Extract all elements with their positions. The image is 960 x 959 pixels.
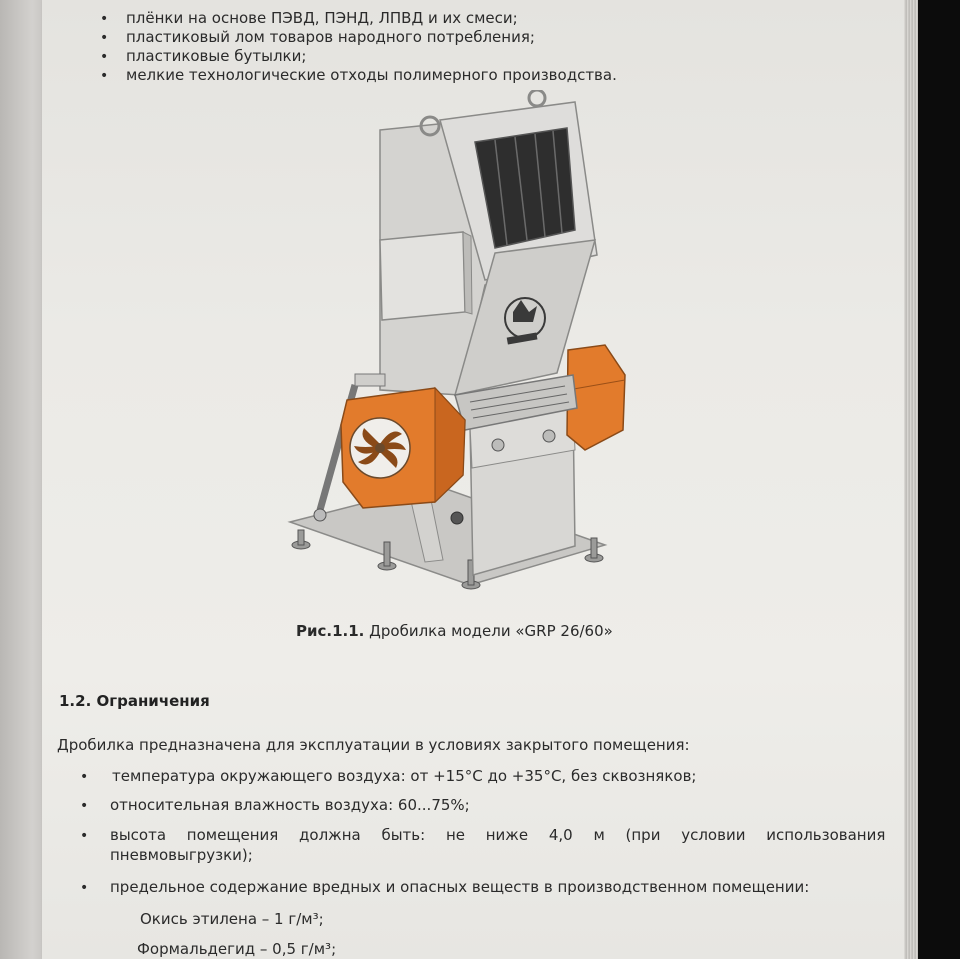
bullet-marker: • bbox=[80, 769, 89, 785]
list-item: температура окружающего воздуха: от +15°С до +35°С, без сквозняков; bbox=[112, 767, 697, 785]
fan-icon bbox=[350, 418, 410, 478]
list-item: предельное содержание вредных и опасных веществ в производственном помещении: bbox=[110, 878, 810, 896]
bullet-marker: • bbox=[100, 30, 109, 46]
list-item: плёнки на основе ПЭВД, ПЭНД, ЛПВД и их смеси; bbox=[126, 9, 518, 27]
control-box bbox=[380, 232, 465, 320]
substance-line: Формальдегид – 0,5 г/м³; bbox=[137, 940, 337, 958]
caption-label: Рис.1.1. bbox=[296, 622, 365, 640]
list-item: высота помещения должна быть: не ниже 4,0 м (при условии использования bbox=[110, 826, 886, 844]
list-item: мелкие технологические отходы полимерного производства. bbox=[126, 66, 617, 84]
substance-line: Окись этилена – 1 г/м³; bbox=[140, 910, 324, 928]
caption-text: Дробилка модели «GRP 26/60» bbox=[369, 622, 613, 640]
bullet-marker: • bbox=[80, 880, 89, 896]
list-item: пластиковый лом товаров народного потребления; bbox=[126, 28, 535, 46]
crusher-illustration bbox=[285, 90, 630, 600]
section-heading: 1.2. Ограничения bbox=[59, 692, 210, 710]
bullet-marker: • bbox=[100, 11, 109, 27]
bullet-marker: • bbox=[80, 798, 89, 814]
bullet-marker: • bbox=[100, 49, 109, 65]
figure-caption bbox=[296, 622, 613, 640]
page-stack-edge bbox=[904, 0, 918, 959]
section-intro: Дробилка предназначена для эксплуатации в условиях закрытого помещения: bbox=[57, 736, 690, 754]
bullet-marker: • bbox=[80, 828, 89, 844]
list-item: пластиковые бутылки; bbox=[126, 47, 307, 65]
list-item-continuation: пневмовыгрузки); bbox=[110, 846, 253, 864]
book-left-edge bbox=[0, 0, 46, 959]
bullet-marker: • bbox=[100, 68, 109, 84]
list-item: относительная влажность воздуха: 60...75%; bbox=[110, 796, 470, 814]
